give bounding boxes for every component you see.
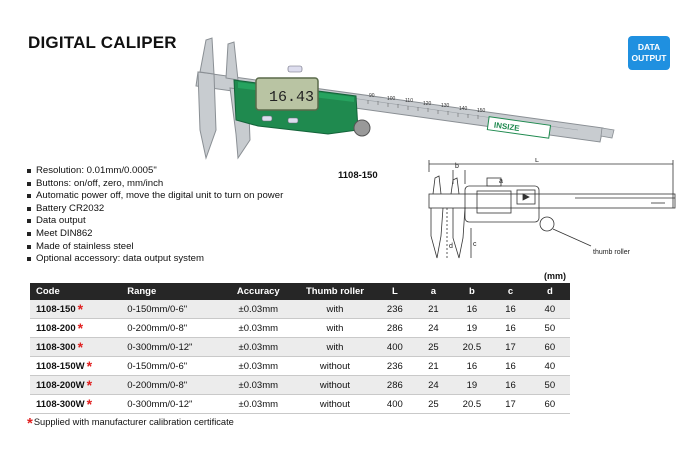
feature-item: Battery CR2032 (26, 203, 283, 216)
cell-range: 0-300mm/0-12" (115, 395, 222, 414)
cell-b: 19 (453, 319, 492, 338)
feature-item: Buttons: on/off, zero, mm/inch (26, 178, 283, 191)
scale-number: 90 (369, 93, 375, 99)
cell-b: 19 (453, 376, 492, 395)
cell-thumb-roller: without (294, 395, 375, 414)
col-header-c: c (491, 283, 529, 300)
table-header-row (30, 283, 570, 300)
cell-L: 286 (376, 376, 415, 395)
table-row (30, 338, 570, 357)
cell-d: 40 (530, 300, 570, 319)
dim-label-L: L (535, 158, 539, 164)
asterisk-icon: * (77, 339, 84, 355)
cell-thumb-roller: with (294, 319, 375, 338)
cell-a: 21 (414, 357, 452, 376)
cell-b: 16 (453, 357, 492, 376)
cell-c: 16 (491, 357, 529, 376)
cell-L: 400 (376, 395, 415, 414)
dimension-drawing (425, 158, 687, 270)
cell-d: 50 (530, 319, 570, 338)
cell-L: 286 (376, 319, 415, 338)
cell-accuracy: ±0.03mm (222, 395, 294, 414)
feature-item: Meet DIN862 (26, 228, 283, 241)
dim-label-a: a (499, 178, 503, 185)
dim-label-b: b (455, 163, 459, 170)
cell-L: 236 (376, 357, 415, 376)
col-header-accuracy: Accuracy (222, 283, 294, 300)
spec-table (30, 283, 570, 414)
cell-accuracy: ±0.03mm (222, 376, 294, 395)
scale-number: 150 (477, 108, 486, 114)
cell-code (30, 300, 115, 319)
feature-list (26, 165, 283, 266)
asterisk-icon: * (86, 358, 93, 374)
cell-d: 50 (530, 376, 570, 395)
feature-item: Automatic power off, move the digital unit to turn on power (26, 190, 283, 203)
cell-accuracy: ±0.03mm (222, 319, 294, 338)
cell-code-text: 1108-200 (36, 323, 76, 334)
footnote-text: Supplied with manufacturer calibration certificate (33, 417, 234, 427)
data-output-badge (628, 36, 670, 70)
cell-range: 0-150mm/0-6" (115, 357, 222, 376)
cell-code-text: 1108-300W (36, 399, 85, 410)
caliper-product-image (178, 30, 618, 165)
table-row (30, 357, 570, 376)
cell-code-text: 1108-200W (36, 380, 85, 391)
scale-number: 140 (459, 106, 468, 112)
cell-b: 16 (453, 300, 492, 319)
asterisk-icon: * (86, 396, 93, 412)
cell-accuracy: ±0.03mm (222, 300, 294, 319)
cell-c: 16 (491, 300, 529, 319)
cell-a: 25 (414, 338, 452, 357)
cell-code (30, 319, 115, 338)
feature-item: Optional accessory: data output system (26, 253, 283, 266)
cell-code (30, 357, 115, 376)
feature-item: Made of stainless steel (26, 241, 283, 254)
asterisk-icon: * (27, 415, 33, 432)
table-row (30, 300, 570, 319)
cell-code (30, 395, 115, 414)
cell-d: 40 (530, 357, 570, 376)
cell-a: 21 (414, 300, 452, 319)
table-row (30, 395, 570, 414)
feature-item: Resolution: 0.01mm/0.0005" (26, 165, 283, 178)
table-row (30, 319, 570, 338)
unit-label: (mm) (544, 271, 566, 281)
mode-button-icon (288, 118, 298, 123)
col-header-b: b (453, 283, 492, 300)
cell-accuracy: ±0.03mm (222, 357, 294, 376)
dim-label-c: c (473, 241, 477, 248)
asterisk-icon: * (77, 320, 84, 336)
scale-number: 110 (405, 98, 413, 104)
asterisk-icon: * (86, 377, 93, 393)
cell-b: 20.5 (453, 338, 492, 357)
footnote (27, 415, 234, 432)
table-row (30, 376, 570, 395)
col-header-thumb-roller: Thumb roller (294, 283, 375, 300)
cell-range: 0-200mm/0-8" (115, 319, 222, 338)
cell-code (30, 376, 115, 395)
cell-c: 16 (491, 319, 529, 338)
feature-item: Data output (26, 215, 283, 228)
thumb-roller-label: thumb roller (593, 249, 630, 256)
thumb-roller-icon (354, 120, 370, 136)
cell-b: 20.5 (453, 395, 492, 414)
cell-a: 24 (414, 319, 452, 338)
cell-d: 60 (530, 338, 570, 357)
scale-number: 120 (423, 101, 432, 107)
zero-button-icon (288, 66, 302, 72)
col-header-code: Code (30, 283, 115, 300)
cell-L: 400 (376, 338, 415, 357)
scale-number: 130 (441, 103, 450, 109)
cell-a: 24 (414, 376, 452, 395)
lcd-reading: 16.43 (269, 89, 315, 106)
cell-code-text: 1108-150W (36, 361, 85, 372)
badge-line-2: OUTPUT (631, 53, 667, 63)
col-header-a: a (414, 283, 452, 300)
model-label: 1108-150 (338, 170, 378, 181)
cell-thumb-roller: without (294, 357, 375, 376)
cell-thumb-roller: without (294, 376, 375, 395)
cell-accuracy: ±0.03mm (222, 338, 294, 357)
cell-range: 0-150mm/0-6" (115, 300, 222, 319)
cell-L: 236 (376, 300, 415, 319)
brand-logo: INSIZE (493, 120, 521, 134)
col-header-range: Range (115, 283, 222, 300)
asterisk-icon: * (77, 301, 84, 317)
cell-thumb-roller: with (294, 300, 375, 319)
badge-line-1: DATA (637, 42, 661, 52)
cell-code (30, 338, 115, 357)
col-header-L: L (376, 283, 415, 300)
cell-d: 60 (530, 395, 570, 414)
col-header-d: d (530, 283, 570, 300)
cell-code-text: 1108-300 (36, 342, 76, 353)
cell-c: 17 (491, 338, 529, 357)
cell-range: 0-200mm/0-8" (115, 376, 222, 395)
fixed-jaw (198, 72, 216, 158)
on-off-button-icon (262, 116, 272, 121)
page-title: DIGITAL CALIPER (28, 33, 177, 52)
cell-range: 0-300mm/0-12" (115, 338, 222, 357)
cell-c: 16 (491, 376, 529, 395)
cell-code-text: 1108-150 (36, 304, 76, 315)
cell-c: 17 (491, 395, 529, 414)
sliding-upper-jaw (226, 42, 238, 80)
cell-thumb-roller: with (294, 338, 375, 357)
scale-number: 100 (387, 96, 396, 102)
cell-a: 25 (414, 395, 452, 414)
dim-label-d: d (449, 243, 453, 250)
fixed-upper-jaw (200, 38, 214, 74)
